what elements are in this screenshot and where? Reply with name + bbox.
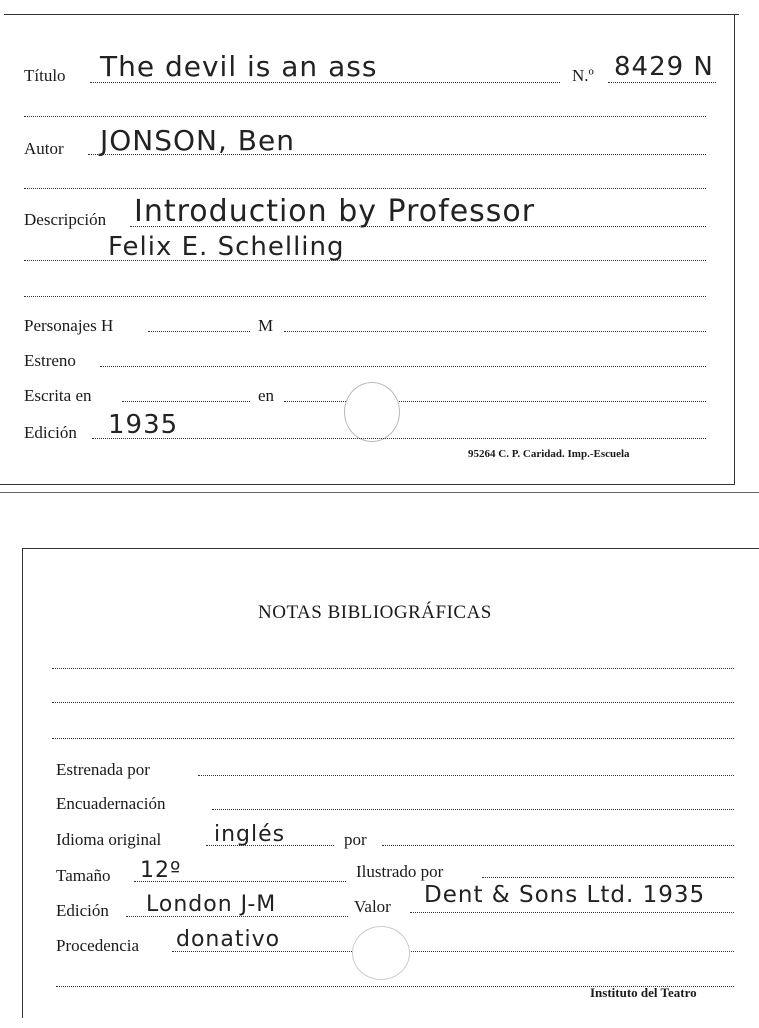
notas-line-3 xyxy=(52,738,734,739)
estreno-label: Estreno xyxy=(24,351,76,370)
catalog-card-front xyxy=(0,0,759,500)
punch-hole-mark xyxy=(344,382,400,442)
estreno-line xyxy=(100,366,706,367)
idioma-por-label: por xyxy=(344,830,367,849)
valor-label: Valor xyxy=(354,897,391,916)
personajes-m-label: M xyxy=(258,316,274,335)
idioma-value: inglés xyxy=(214,822,286,847)
estrenada-line xyxy=(198,775,734,776)
encuadernacion-line xyxy=(212,809,734,810)
card-back-left-border xyxy=(22,548,23,1018)
valor-line xyxy=(410,912,734,913)
valor-value: Dent & Sons Ltd. 1935 xyxy=(424,882,706,908)
edicion-back-value: London J-M xyxy=(146,892,277,917)
institute-name: Instituto del Teatro xyxy=(590,985,697,1000)
numero-value: 8429 N xyxy=(614,52,714,82)
idioma-label: Idioma original xyxy=(56,830,162,849)
titulo-extra-line xyxy=(24,116,706,117)
personajes-m-line xyxy=(284,331,706,332)
edicion-back-label: Edición xyxy=(56,901,109,920)
personajes-label: Personajes H xyxy=(24,316,114,335)
card-right-border xyxy=(734,14,735,484)
notas-line-1 xyxy=(52,668,734,669)
procedencia-label: Procedencia xyxy=(56,936,140,955)
idioma-por-line xyxy=(382,845,734,846)
ilustrado-label: Ilustrado por xyxy=(356,862,444,881)
catalog-card-back xyxy=(0,540,759,1028)
autor-label: Autor xyxy=(24,139,64,158)
card-back-top-border xyxy=(22,548,759,549)
estrenada-label: Estrenada por xyxy=(56,760,150,779)
ilustrado-line xyxy=(482,877,734,878)
edicion-line xyxy=(92,438,706,439)
printer-imprint: 95264 C. P. Caridad. Imp.-Escuela xyxy=(468,448,630,460)
punch-hole-mark-back xyxy=(352,926,410,980)
edicion-label: Edición xyxy=(24,423,77,442)
descripcion-value-2: Felix E. Schelling xyxy=(108,232,345,262)
personajes-h-line xyxy=(148,331,250,332)
encuadernacion-label: Encuadernación xyxy=(56,794,166,813)
tamano-value: 12º xyxy=(140,858,182,883)
descripcion-line-3 xyxy=(24,296,706,297)
descripcion-value-1: Introduction by Professor xyxy=(134,194,536,229)
numero-label: N.º xyxy=(572,66,594,85)
titulo-label: Título xyxy=(24,66,66,85)
numero-line xyxy=(608,82,716,83)
edicion-value: 1935 xyxy=(108,410,179,440)
escrita-en-label: en xyxy=(258,386,275,405)
escrita-line xyxy=(122,401,250,402)
page-divider xyxy=(0,492,759,493)
escrita-label: Escrita en xyxy=(24,386,92,405)
card-bottom-border xyxy=(0,484,735,485)
autor-value: JONSON, Ben xyxy=(100,124,295,157)
notas-heading: NOTAS BIBLIOGRÁFICAS xyxy=(258,602,492,623)
descripcion-label: Descripción xyxy=(24,210,107,229)
procedencia-value: donativo xyxy=(176,927,281,952)
card-top-border xyxy=(4,14,739,15)
titulo-value: The devil is an ass xyxy=(100,50,378,83)
tamano-label: Tamaño xyxy=(56,866,111,885)
autor-extra-line xyxy=(24,188,706,189)
notas-line-2 xyxy=(52,702,734,703)
